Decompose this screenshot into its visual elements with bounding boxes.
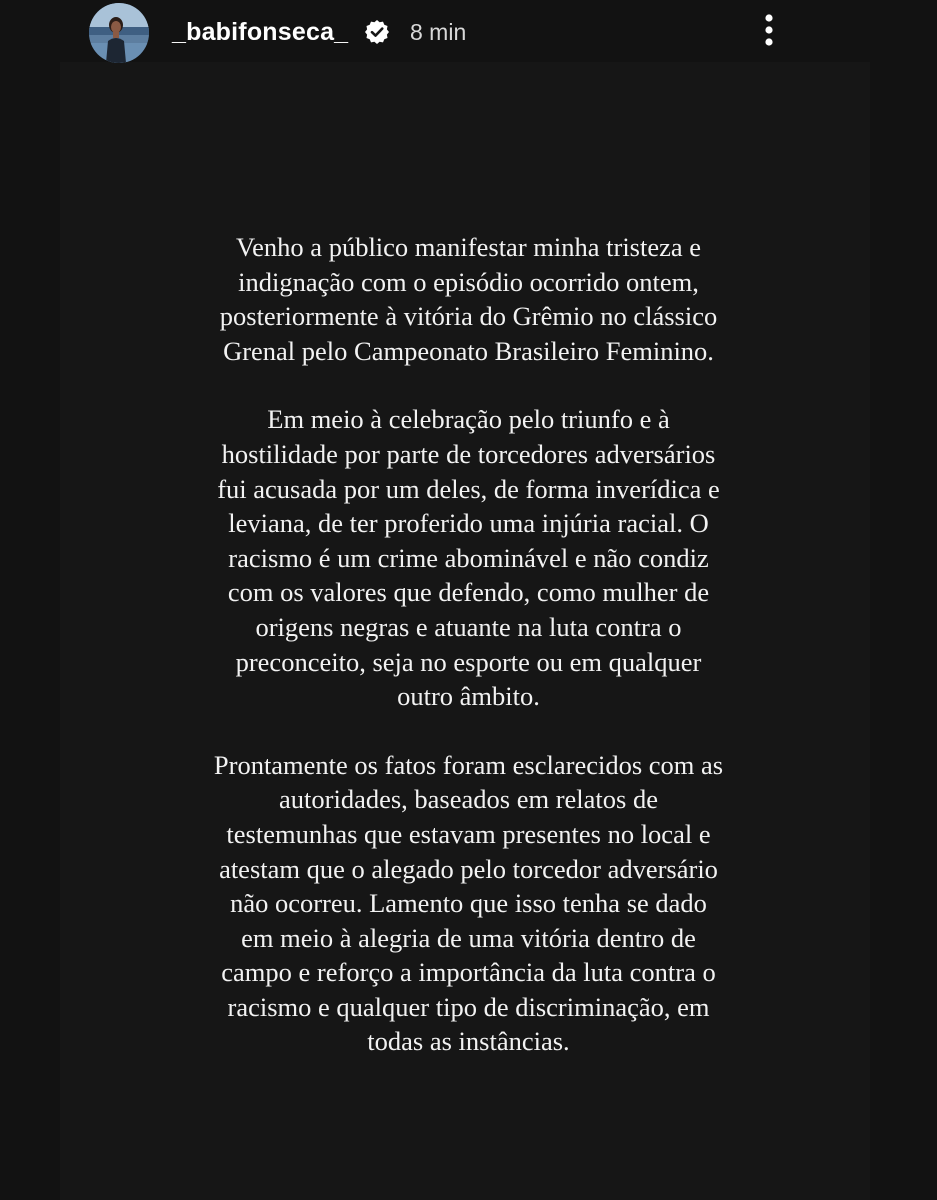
avatar-image bbox=[89, 3, 149, 63]
text-line: testemunhas que estavam presentes no local e bbox=[226, 818, 711, 849]
text-line: em meio à alegria de uma vitória dentro de bbox=[241, 922, 696, 953]
text-line: preconceito, seja no esporte ou em qualquer bbox=[235, 646, 702, 677]
text-line: Grenal pelo Campeonato Brasileiro Feminino. bbox=[223, 335, 714, 366]
more-vertical-icon[interactable] bbox=[752, 10, 786, 50]
text-line: campo e reforço a importância da luta contra o bbox=[221, 957, 716, 988]
avatar[interactable] bbox=[89, 3, 149, 63]
verified-badge-icon bbox=[364, 19, 390, 45]
text-line: indignação com o episódio ocorrido ontem, bbox=[238, 266, 699, 297]
text-line: atestam que o alegado pelo torcedor adversário bbox=[219, 853, 718, 884]
text-line: racismo e qualquer tipo de discriminação, em bbox=[227, 991, 710, 1022]
paragraph-1 bbox=[95, 230, 842, 368]
text-line: hostilidade por parte de torcedores adversários bbox=[221, 438, 716, 469]
text-line: racismo é um crime abominável e não condiz bbox=[228, 542, 709, 573]
text-line: outro âmbito. bbox=[397, 681, 540, 712]
text-line: Em meio à celebração pelo triunfo e à bbox=[267, 404, 670, 435]
text-line: todas as instâncias. bbox=[367, 1026, 570, 1057]
text-line: não ocorreu. Lamento que isso tenha se dado bbox=[230, 888, 707, 919]
post-time: 8 min bbox=[410, 19, 467, 45]
story-header bbox=[0, 0, 937, 70]
story-text bbox=[95, 230, 842, 1093]
paragraph-3 bbox=[95, 748, 842, 1059]
text-line: origens negras e atuante na luta contra o bbox=[255, 611, 682, 642]
text-line: posteriormente à vitória do Grêmio no clássico bbox=[219, 301, 718, 332]
text-line: com os valores que defendo, como mulher de bbox=[227, 577, 710, 608]
text-line: Prontamente os fatos foram esclarecidos com as bbox=[213, 749, 724, 780]
text-line: leviana, de ter proferido uma injúria racial. O bbox=[228, 508, 709, 539]
paragraph-2 bbox=[95, 402, 842, 713]
username[interactable]: _babifonseca_ bbox=[172, 18, 349, 46]
text-line: fui acusada por um deles, de forma inverídica e bbox=[217, 473, 720, 504]
text-line: Venho a público manifestar minha tristeza e bbox=[235, 232, 702, 262]
text-line: autoridades, baseados em relatos de bbox=[279, 784, 658, 815]
